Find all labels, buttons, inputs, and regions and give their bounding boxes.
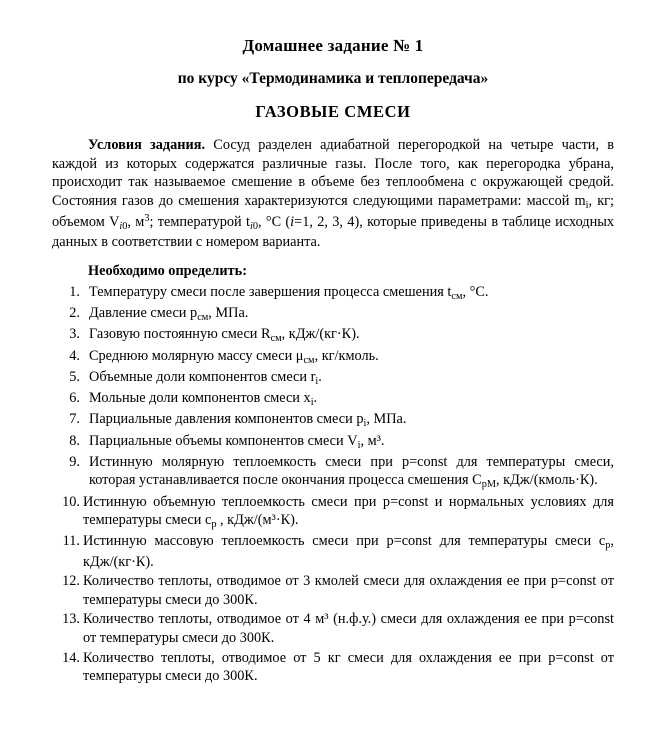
list-item (52, 610, 614, 647)
item-text: Объемные доли компонентов смеси $r_i$. (89, 368, 322, 387)
list-item (52, 325, 614, 345)
topic-title: ГАЗОВЫЕ СМЕСИ (255, 102, 411, 121)
tasks-list (52, 283, 614, 686)
item-number: 5. (69, 368, 80, 385)
item-number: 1. (69, 283, 80, 300)
item-text: Температуру смеси после завершения процесса смешения $t_{см}$, °C. (89, 283, 489, 302)
item-number: 10. (62, 493, 80, 510)
list-item (52, 649, 614, 686)
list-item (52, 304, 614, 324)
list-item (52, 368, 614, 388)
item-number: 9. (69, 453, 80, 470)
item-number: 8. (69, 432, 80, 449)
course-subtitle: по курсу «Термодинамика и теплопередача» (177, 70, 489, 87)
item-number: 3. (69, 326, 80, 343)
item-text: Количество теплоты, отводимое от 4 м³ (н.ф.у.) смеси для охлаждения ее при p=const от температуры смеси до 300К. (83, 611, 614, 646)
list-item (52, 572, 614, 609)
page-title: Домашнее задание № 1 (242, 36, 424, 55)
item-text: Давление смеси $p_{см}$, МПа. (89, 305, 249, 323)
requirements-heading: Необходимо определить: (88, 262, 247, 279)
item-text: Газовую постоянную смеси $R_{см}$, кДж/(кг·К). (89, 326, 360, 345)
item-text: Истинную объемную теплоемкость смеси при p=const и нормальных условиях для температуры смеси $c_р$ , кДж/(м³·К). (83, 493, 614, 531)
item-text: Среднюю молярную массу смеси $\mu_{см}$, кг/кмоль. (89, 347, 379, 366)
item-number: 4. (69, 347, 80, 364)
item-text: Истинную массовую теплоемкость смеси при p=const для температуры смеси $c_р$, кДж/(кг·К). (83, 533, 614, 570)
item-number: 14. (62, 649, 80, 666)
item-text: Истинную молярную теплоемкость смеси при p=const для температуры смеси, которая устанавливается после окончания процесса смешения $C_{рМ}$, кДж/(кмоль·К). (89, 453, 614, 491)
list-item (52, 347, 614, 367)
list-item (52, 493, 614, 532)
item-text: Парциальные давления компонентов смеси $p_i$, МПа. (89, 411, 407, 430)
item-text: Количество теплоты, отводимое от 5 кг смеси для охлаждения ее при p=const от температуры смеси до 300К. (83, 649, 614, 685)
list-item (52, 410, 614, 430)
item-number: 7. (69, 411, 80, 428)
list-item (52, 283, 614, 303)
item-number: 6. (69, 390, 80, 406)
item-number: 12. (62, 573, 80, 590)
item-number: 13. (62, 611, 80, 628)
list-item (52, 453, 614, 492)
item-number: 11. (62, 533, 80, 550)
item-text: Количество теплоты, отводимое от 3 кмолей смеси для охлаждения ее при p=const от температуры смеси до 300К. (83, 573, 614, 608)
item-number: 2. (69, 305, 80, 321)
conditions-paragraph: Условия задания. Сосуд разделен адиабатной перегородкой на четыре части, в каждой из которых содержатся различные газы. После того, как перегородка убрана, происходит так называемое смешение в объеме без теплообмена с окружающей средой. Состояния газов до смешения характеризуются следующими параметрами: массой $m_i$, кг; объемом $V_{i0}$, $м^3$; температурой $t_{i0}$, °C (i=1, 2, 3, 4), которые приведены в таблице исходных данных в соответствии с номером варианта. (52, 137, 614, 251)
item-text: Парциальные объемы компонентов смеси $V_i$, м³. (89, 432, 385, 451)
item-text: Мольные доли компонентов смеси $x_i$. (89, 390, 318, 408)
conditions-text: Сосуд разделен адиабатной перегородкой на четыре части, в каждой из которых содержатся различные газы. После того, как перегородка убрана, происходит так называемое смешение в объеме без теплообмена с окружающей средой. Состояния газов до смешения характеризуются следующими параметрами: массой m (52, 137, 614, 209)
conditions-label: Условия задания. (88, 137, 206, 153)
list-item (52, 389, 614, 409)
list-item (52, 432, 614, 452)
list-item (52, 532, 614, 571)
